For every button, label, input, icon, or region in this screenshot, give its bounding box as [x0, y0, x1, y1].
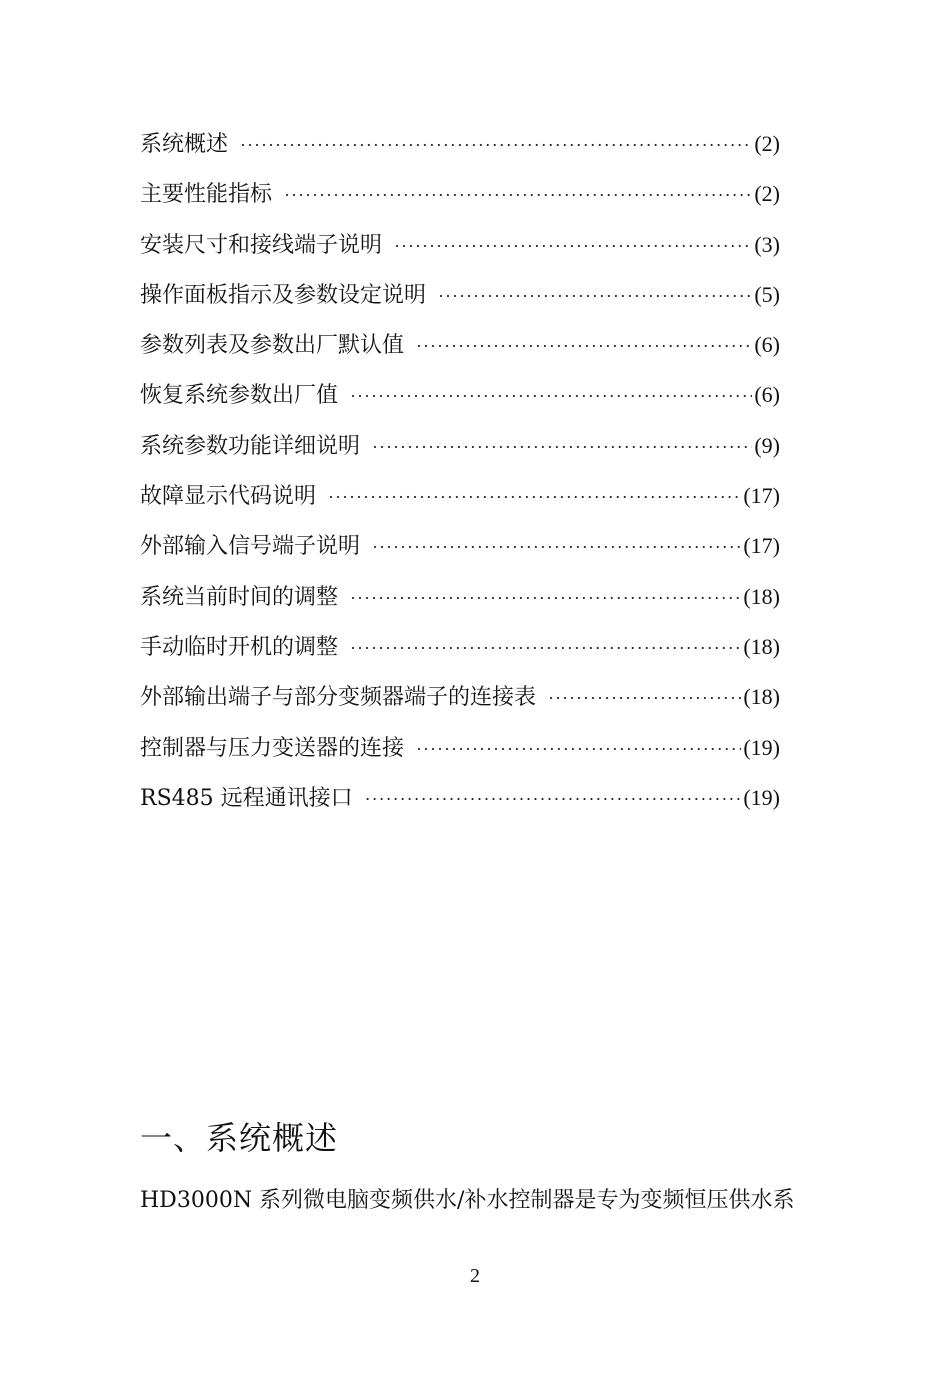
toc-entry	[140, 677, 780, 727]
toc-entry	[140, 174, 780, 224]
toc-entry-title: 手动临时开机的调整	[140, 634, 339, 660]
toc-entry	[140, 577, 780, 627]
table-of-contents	[140, 124, 780, 828]
toc-dot-leader	[548, 678, 741, 718]
toc-dot-leader	[350, 578, 741, 618]
toc-entry-page: (2)	[754, 131, 780, 156]
toc-entry	[140, 778, 780, 828]
toc-entry-title: 系统参数功能详细说明	[140, 433, 361, 459]
toc-entry-page: (18)	[743, 633, 780, 659]
toc-dot-leader	[416, 729, 741, 769]
toc-entry	[140, 375, 780, 425]
toc-dot-leader	[240, 125, 752, 165]
toc-dot-leader	[350, 376, 752, 416]
toc-entry-title: 外部输入信号端子说明	[140, 534, 361, 560]
toc-dot-leader	[284, 175, 752, 215]
toc-entry-page: (19)	[743, 784, 780, 810]
toc-entry-page: (17)	[743, 533, 780, 559]
toc-entry-page: (6)	[754, 332, 780, 358]
toc-dot-leader	[394, 226, 752, 266]
toc-entry-page: (3)	[754, 231, 780, 257]
toc-entry	[140, 627, 780, 677]
toc-entry-title: 恢复系统参数出厂值	[140, 383, 339, 409]
toc-dot-leader	[350, 628, 741, 668]
toc-dot-leader	[372, 527, 741, 567]
toc-entry-title: 操作面板指示及参数设定说明	[140, 282, 427, 308]
toc-entry-page: (18)	[743, 583, 780, 609]
section-body-text: HD3000N 系列微电脑变频供水/补水控制器是专为变频恒压供水系	[140, 1188, 795, 1213]
toc-entry-page: (6)	[754, 382, 780, 408]
toc-entry-page: (19)	[743, 734, 780, 760]
toc-entry-title: 控制器与压力变送器的连接	[140, 735, 405, 761]
toc-entry-title: 外部输出端子与部分变频器端子的连接表	[140, 685, 537, 711]
toc-dot-leader	[372, 427, 752, 467]
toc-entry-page: (2)	[754, 181, 780, 207]
toc-dot-leader	[438, 276, 752, 316]
toc-dot-leader	[365, 779, 742, 819]
toc-entry-title: 系统概述	[140, 132, 229, 157]
toc-entry-title: 故障显示代码说明	[140, 484, 317, 510]
toc-entry-page: (9)	[754, 432, 780, 458]
toc-entry-title: RS485 远程通讯接口	[140, 785, 353, 811]
toc-entry-page: (5)	[754, 281, 780, 307]
toc-entry	[140, 526, 780, 576]
section-heading: 一、系统概述	[140, 1119, 339, 1157]
toc-entry	[140, 728, 780, 778]
toc-entry-title: 系统当前时间的调整	[140, 584, 339, 610]
toc-entry	[140, 426, 780, 476]
toc-entry	[140, 225, 780, 275]
toc-entry-title: 参数列表及参数出厂默认值	[140, 333, 405, 359]
toc-entry-title: 安装尺寸和接线端子说明	[140, 232, 383, 258]
toc-entry	[140, 325, 780, 375]
toc-entry-title: 主要性能指标	[140, 182, 273, 208]
toc-entry	[140, 476, 780, 526]
toc-entry	[140, 275, 780, 325]
page-number: 2	[470, 1265, 480, 1287]
toc-entry-page: (17)	[743, 483, 780, 509]
toc-dot-leader	[328, 477, 741, 517]
toc-entry	[140, 124, 780, 174]
toc-entry-page: (18)	[743, 684, 780, 710]
toc-dot-leader	[416, 326, 752, 366]
